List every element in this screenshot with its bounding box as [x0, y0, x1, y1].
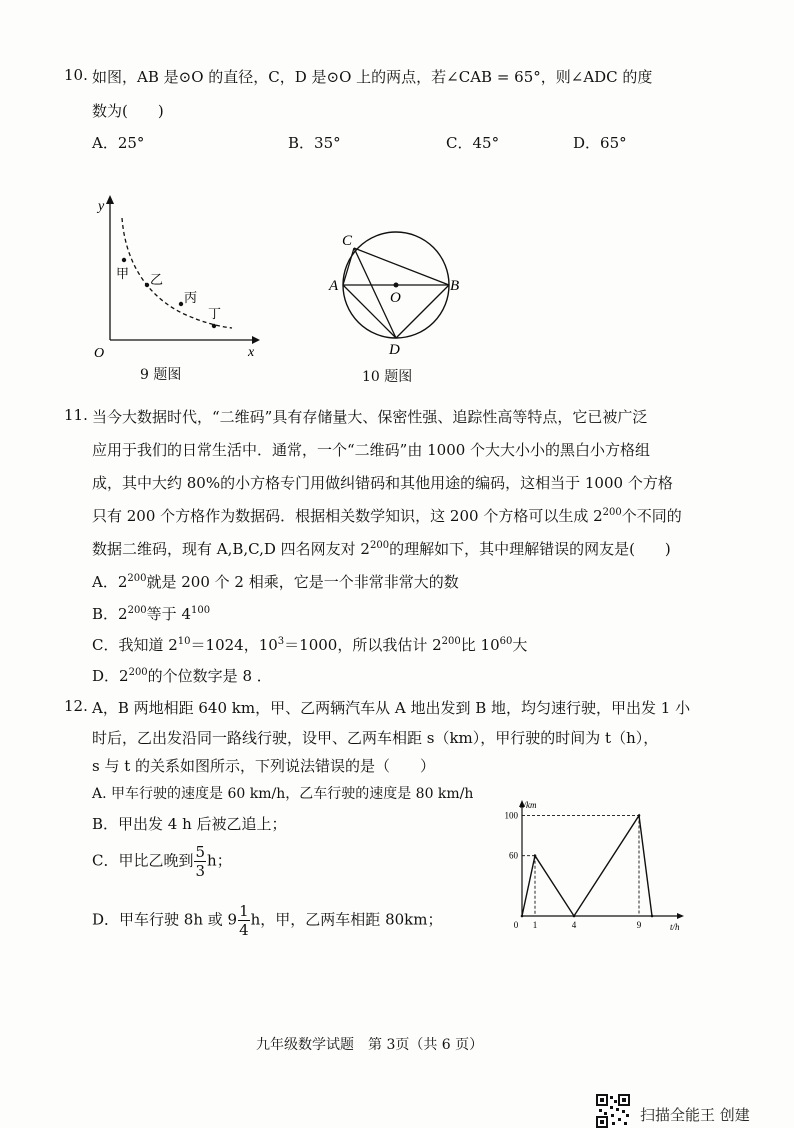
y-tick-label-100: 100 — [504, 810, 518, 821]
label-d: D — [389, 342, 400, 358]
question-12-number: 12. — [64, 697, 88, 715]
question-11-line-3: 成，其中大约 80%的小方格专门用做纠错码和其他用途的编码，这相当于 1000 个方格 — [92, 474, 673, 492]
axis-x-label: x — [248, 345, 255, 360]
label-c: C — [342, 233, 353, 249]
point-ding — [212, 324, 216, 328]
option-b: B．35° — [288, 134, 341, 152]
figure-10-caption: 10 题图 — [362, 369, 413, 385]
point-bing — [179, 302, 183, 306]
data-point-0 — [521, 915, 524, 918]
scanner-brand-text: 扫描全能王 创建 — [640, 1106, 750, 1124]
question-10-stem: 如图，AB 是⊙O 的直径，C，D 是⊙O 上的两点，若∠CAB = 65°，则∠ADC 的度 — [92, 68, 653, 86]
y-axis-label: s/km — [520, 800, 537, 810]
label-a: A — [329, 278, 339, 294]
series-line — [522, 816, 652, 916]
question-12-chart — [494, 794, 690, 940]
origin-label: O — [94, 346, 105, 360]
question-11-line-4: 只有 200 个方格作为数据码．根据相关数学知识，这 200 个方格可以生成 $2^{200}$个不同的 — [92, 507, 682, 525]
label-jia: 甲 — [116, 266, 130, 281]
figure-9 — [84, 190, 274, 360]
question-11-number: 11. — [64, 406, 88, 424]
question-12-option-b: B．甲出发 4 h 后被乙追上； — [92, 815, 287, 833]
question-12-line-2: 时后，乙出发沿同一路线行驶，设甲、乙两车相距 s（km），甲行驶的时间为 t（h）， — [92, 729, 659, 747]
question-12-line-1: A，B 两地相距 640 km，甲、乙两辆汽车从 A 地出发到 B 地，均匀速行驶，甲出发 1 小 — [92, 699, 691, 717]
question-12-line-3: s 与 t 的关系如图所示，下列说法错误的是（ ） — [92, 757, 436, 775]
label-b: B — [450, 278, 460, 294]
question-12-option-d: D．甲车行驶 8h 或 9 $\frac{1}{4}$ h，甲，乙两车相距 80km； — [92, 902, 443, 939]
label-bing: 丙 — [184, 290, 198, 305]
figure-9-caption: 9 题图 — [140, 367, 182, 383]
x-tick-label-4: 4 — [571, 920, 577, 930]
question-11-option-d: D．$2^{200}$的个位数字是 8 ． — [92, 667, 272, 685]
option-a: A．25° — [92, 134, 145, 152]
qr-code-icon — [596, 1094, 630, 1128]
data-point-3 — [638, 814, 641, 817]
y-tick-label-60: 60 — [509, 850, 518, 861]
question-11-line-5: 数据二维码，现有 A,B,C,D 四名网友对 $2^{200}$的理解如下，其中理解错误的网友是( ) — [92, 540, 671, 558]
label-yi: 乙 — [150, 272, 164, 287]
point-jia — [122, 258, 126, 262]
x-axis-arrow — [677, 913, 684, 919]
data-point-1 — [534, 854, 537, 857]
x-tick-label-9: 9 — [636, 920, 642, 930]
x-tick-label-1: 1 — [532, 920, 538, 930]
point-yi — [145, 283, 149, 287]
label-ding: 丁 — [208, 306, 222, 321]
question-11-option-a: A．$2^{200}$就是 200 个 2 相乘，它是一个非常非常大的数 — [92, 573, 459, 591]
option-c: C．45° — [446, 134, 500, 152]
axis-y-label: y — [98, 199, 105, 214]
question-12-option-a: A. 甲车行驶的速度是 60 km/h，乙车行驶的速度是 80 km/h — [92, 786, 474, 802]
question-10-number: 10. — [64, 66, 88, 84]
question-11-line-1: 当今大数据时代，“二维码”具有存储量大、保密性强、追踪性高等特点，它已被广泛 — [92, 408, 648, 426]
option-d: D．65° — [573, 134, 627, 152]
data-point-2 — [573, 915, 576, 918]
x-tick-label-0: 0 — [513, 920, 519, 930]
question-10-stem-cont: 数为( ) — [92, 102, 164, 120]
x-axis-label: t/h — [670, 922, 680, 932]
question-11-line-2: 应用于我们的日常生活中．通常，一个“二维码”由 1000 个大大小小的黑白小方格组 — [92, 441, 651, 459]
question-11-option-b: B．$2^{200}$等于 $4^{100}$ — [92, 605, 211, 623]
question-11-option-c: C．我知道 $2^{10}=1024$，$10^3=1000$，所以我估计 $2^{200}$比 $10^{60}$大 — [92, 636, 528, 654]
figure-10 — [326, 226, 466, 360]
label-o: O — [390, 290, 401, 306]
data-point-4 — [651, 915, 654, 918]
question-12-option-c: C．甲比乙晚到 $\frac{5}{3}$ h； — [92, 843, 232, 880]
page-footer: 九年级数学试题 第 3页（共 6 页） — [256, 1037, 484, 1053]
